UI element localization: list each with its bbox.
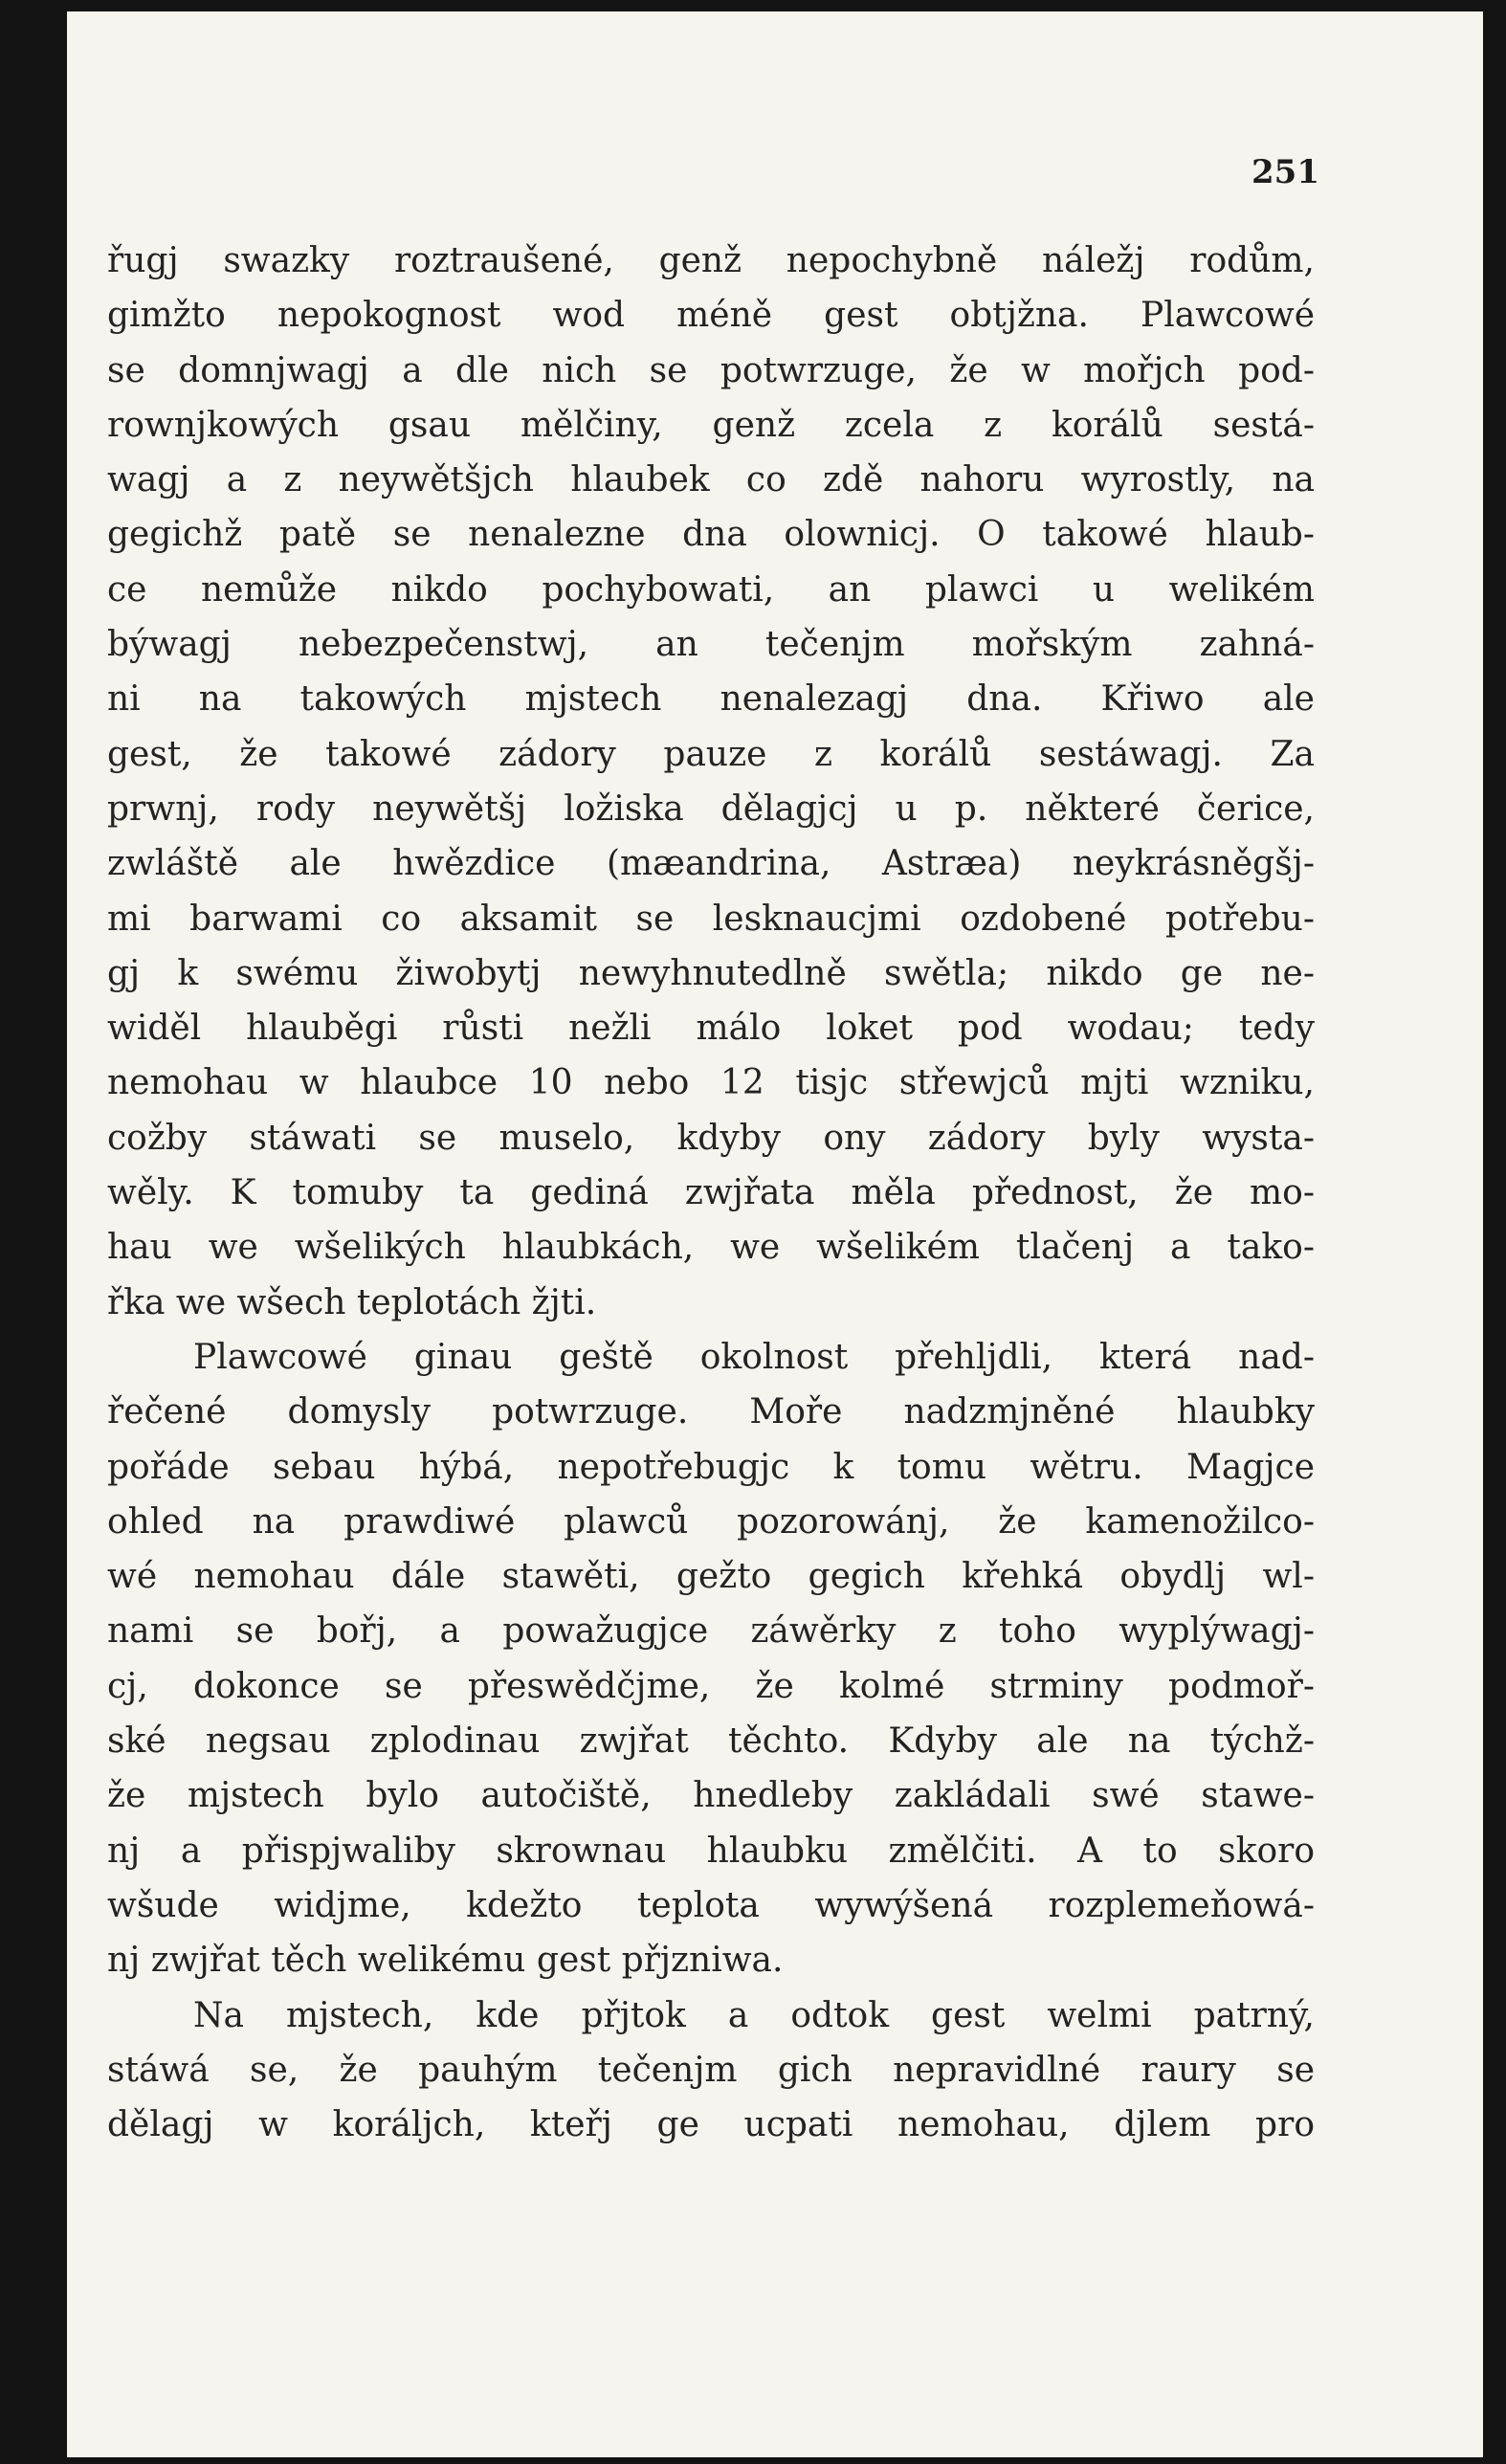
text-line: Na mjstech, kde přjtok a odtok gest welmi patrný, (193, 1995, 1315, 2035)
page-number: 251 (1251, 153, 1319, 191)
text-line: ce nemůže nikdo pochybowati, an plawci u welikém (107, 569, 1315, 610)
text-line: gimžto nepokognost wod méně gest obtjžna. Plawcowé (107, 296, 1315, 336)
text-line: rownjkowých gsau mělčiny, genž zcela z korálů sestá- (107, 405, 1315, 445)
text-line: gegichž patě se nenalezne dna olownicj. O takowé hlaub- (107, 515, 1315, 555)
text-line: nami se bořj, a powažugjce záwěrky z toho wyplýwagj- (107, 1611, 1315, 1652)
text-line: gj k swému žiwobytj newyhnutedlně swětla; nikdo ge ne- (107, 953, 1315, 993)
text-line: hau we wšelikých hlaubkách, we wšelikém tlačenj a tako- (107, 1228, 1315, 1268)
text-line: zwláště ale hwězdice (mæandrina, Astræa) neykrásněgšj- (107, 844, 1315, 884)
text-line: ohled na prawdiwé plawců pozorowánj, že kamenožilco- (107, 1501, 1315, 1542)
book-page (67, 11, 1483, 2457)
text-line: cj, dokonce se přeswědčjme, že kolmé strminy podmoř- (107, 1666, 1315, 1706)
body-text (107, 233, 1315, 2152)
text-line: dělagj w koráljch, kteřj ge ucpati nemohau, djlem pro (107, 2105, 1315, 2145)
text-line: nj a přispjwaliby skrownau hlaubku změlčiti. A to skoro (107, 1831, 1315, 1871)
text-line: pořáde sebau hýbá, nepotřebugjc k tomu wětru. Magjce (107, 1447, 1315, 1487)
text-line: řka we wšech teplotách žjti. (107, 1282, 597, 1322)
text-line: wěly. K tomuby ta gediná zwjřata měla přednost, že mo- (107, 1173, 1315, 1213)
text-line: nj zwjřat těch welikému gest přjzniwa. (107, 1941, 784, 1981)
text-line: Plawcowé ginau geště okolnost přehljdli, která nad- (193, 1337, 1315, 1377)
text-line: widěl hlauběgi růsti nežli málo loket pod wodau; tedy (107, 1009, 1315, 1049)
text-line: gest, že takowé zádory pauze z korálů sestáwagj. Za (107, 734, 1315, 774)
text-line: mi barwami co aksamit se lesknaucjmi ozdobené potřebu- (107, 899, 1315, 939)
text-line: že mjstech bylo autočiště, hnedleby zakládali swé stawe- (107, 1776, 1315, 1816)
text-line: wšude widjme, kdežto teplota wywýšená rozplemeňowá- (107, 1885, 1315, 1925)
text-line: nemohau w hlaubce 10 nebo 12 tisjc střewjců mjti wzniku, (107, 1063, 1315, 1103)
text-line: prwnj, rody neywětšj ložiska dělagjcj u p. některé čerice, (107, 788, 1315, 829)
text-line: wagj a z neywětšjch hlaubek co zdě nahoru wyrostly, na (107, 460, 1315, 500)
text-line: se domnjwagj a dle nich se potwrzuge, že w mořjch pod- (107, 350, 1315, 390)
text-line: ni na takowých mjstech nenalezagj dna. Křiwo ale (107, 679, 1315, 720)
text-line: řečené domysly potwrzuge. Moře nadzmjněné hlaubky (107, 1392, 1315, 1432)
text-line: wé nemohau dále stawěti, gežto gegich křehká obydlj wl- (107, 1557, 1315, 1597)
text-line: ské negsau zplodinau zwjřat těchto. Kdyby ale na týchž- (107, 1721, 1315, 1762)
text-line: řugj swazky roztraušené, genž nepochybně náležj rodům, (107, 241, 1315, 280)
text-line: stáwá se, že pauhým tečenjm gich nepravidlné raury se (107, 2050, 1315, 2090)
text-line: býwagj nebezpečenstwj, an tečenjm mořským zahná- (107, 625, 1315, 665)
text-line: cožby stáwati se muselo, kdyby ony zádory byly wysta- (107, 1118, 1315, 1158)
